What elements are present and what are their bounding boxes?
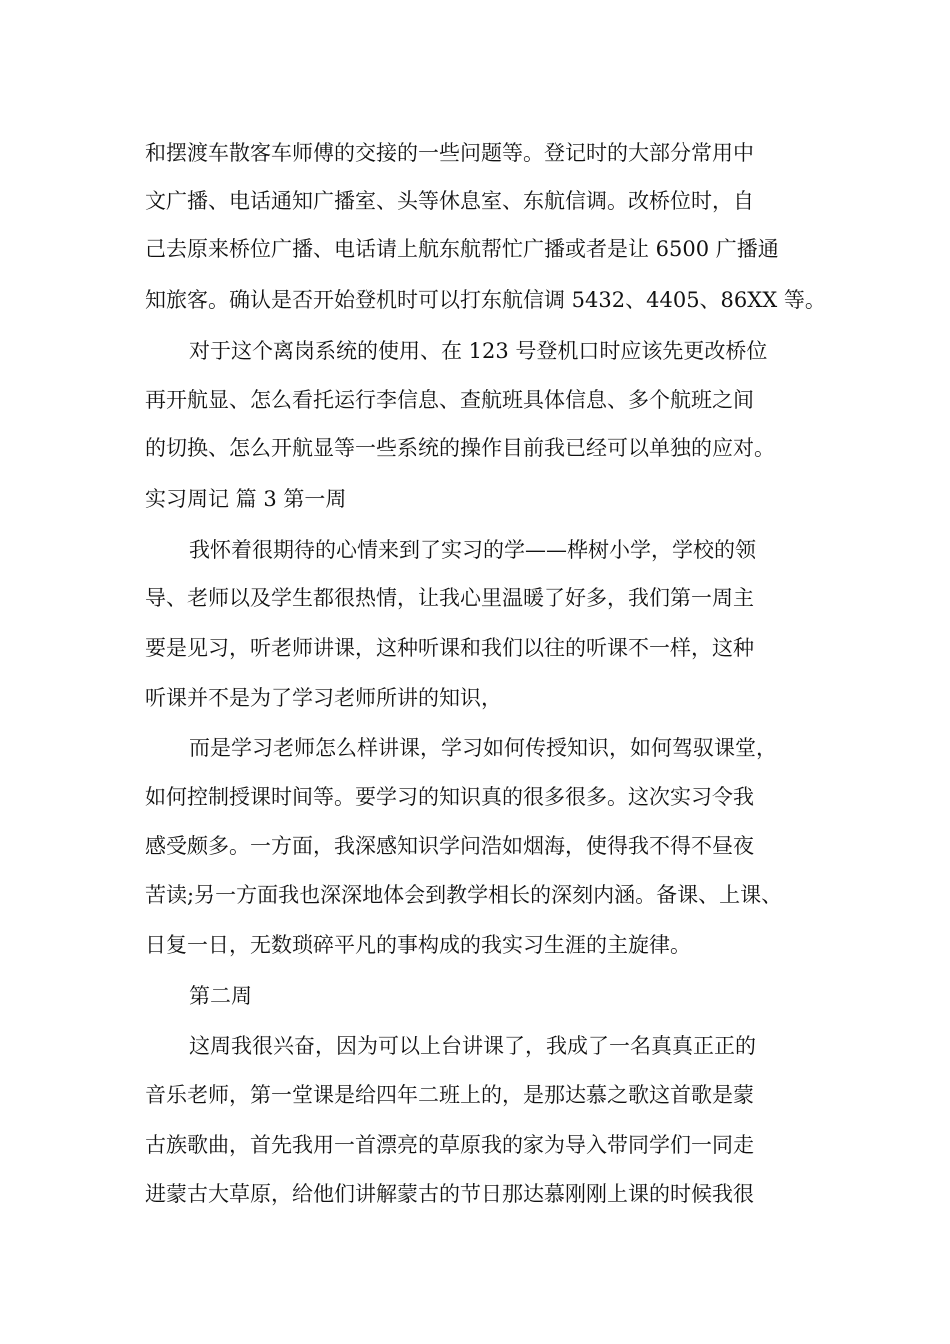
text-line: 文广播、电话通知广播室、头等休息室、东航信调。改桥位时，自: [145, 189, 754, 213]
text-line: 我怀着很期待的心情来到了实习的学——桦树小学，学校的领: [189, 538, 756, 562]
text-line: 再开航显、怎么看托运行李信息、查航班具体信息、多个航班之间: [145, 388, 754, 412]
text-line: 苦读;另一方面我也深深地体会到教学相长的深刻内涵。备课、上课、: [145, 883, 783, 907]
text-line: 如何控制授课时间等。要学习的知识真的很多很多。这次实习令我: [145, 785, 754, 809]
text-line: 己去原来桥位广播、电话请上航东航帮忙广播或者是让 6500 广播通: [145, 237, 779, 261]
text-line: 的切换、怎么开航显等一些系统的操作目前我已经可以单独的应对。: [145, 436, 775, 460]
text-line: 这周我很兴奋，因为可以上台讲课了，我成了一名真真正正的: [189, 1034, 756, 1058]
text-line: 而是学习老师怎么样讲课，学习如何传授知识，如何驾驭课堂，: [189, 736, 777, 760]
text-line: 和摆渡车散客车师傅的交接的一些问题等。登记时的大部分常用中: [145, 141, 754, 165]
section-heading: 第二周: [189, 984, 252, 1008]
text-line: 古族歌曲，首先我用一首漂亮的草原我的家为导入带同学们一同走: [145, 1133, 754, 1157]
text-line: 听课并不是为了学习老师所讲的知识，: [145, 686, 502, 710]
text-line: 进蒙古大草原，给他们讲解蒙古的节日那达慕刚刚上课的时候我很: [145, 1182, 754, 1206]
text-line: 知旅客。确认是否开始登机时可以打东航信调 5432、4405、86XX 等。: [145, 288, 826, 312]
text-line: 日复一日，无数琐碎平凡的事构成的我实习生涯的主旋律。: [145, 933, 691, 957]
text-line: 导、老师以及学生都很热情，让我心里温暖了好多，我们第一周主: [145, 586, 754, 610]
section-heading: 实习周记 篇 3 第一周: [145, 487, 347, 511]
text-line: 感受颇多。一方面，我深感知识学问浩如烟海，使得我不得不昼夜: [145, 834, 754, 858]
text-line: 音乐老师，第一堂课是给四年二班上的，是那达慕之歌这首歌是蒙: [145, 1083, 754, 1107]
text-line: 要是见习，听老师讲课，这种听课和我们以往的听课不一样，这种: [145, 636, 754, 660]
text-line: 对于这个离岗系统的使用、在 123 号登机口时应该先更改桥位: [189, 339, 768, 363]
